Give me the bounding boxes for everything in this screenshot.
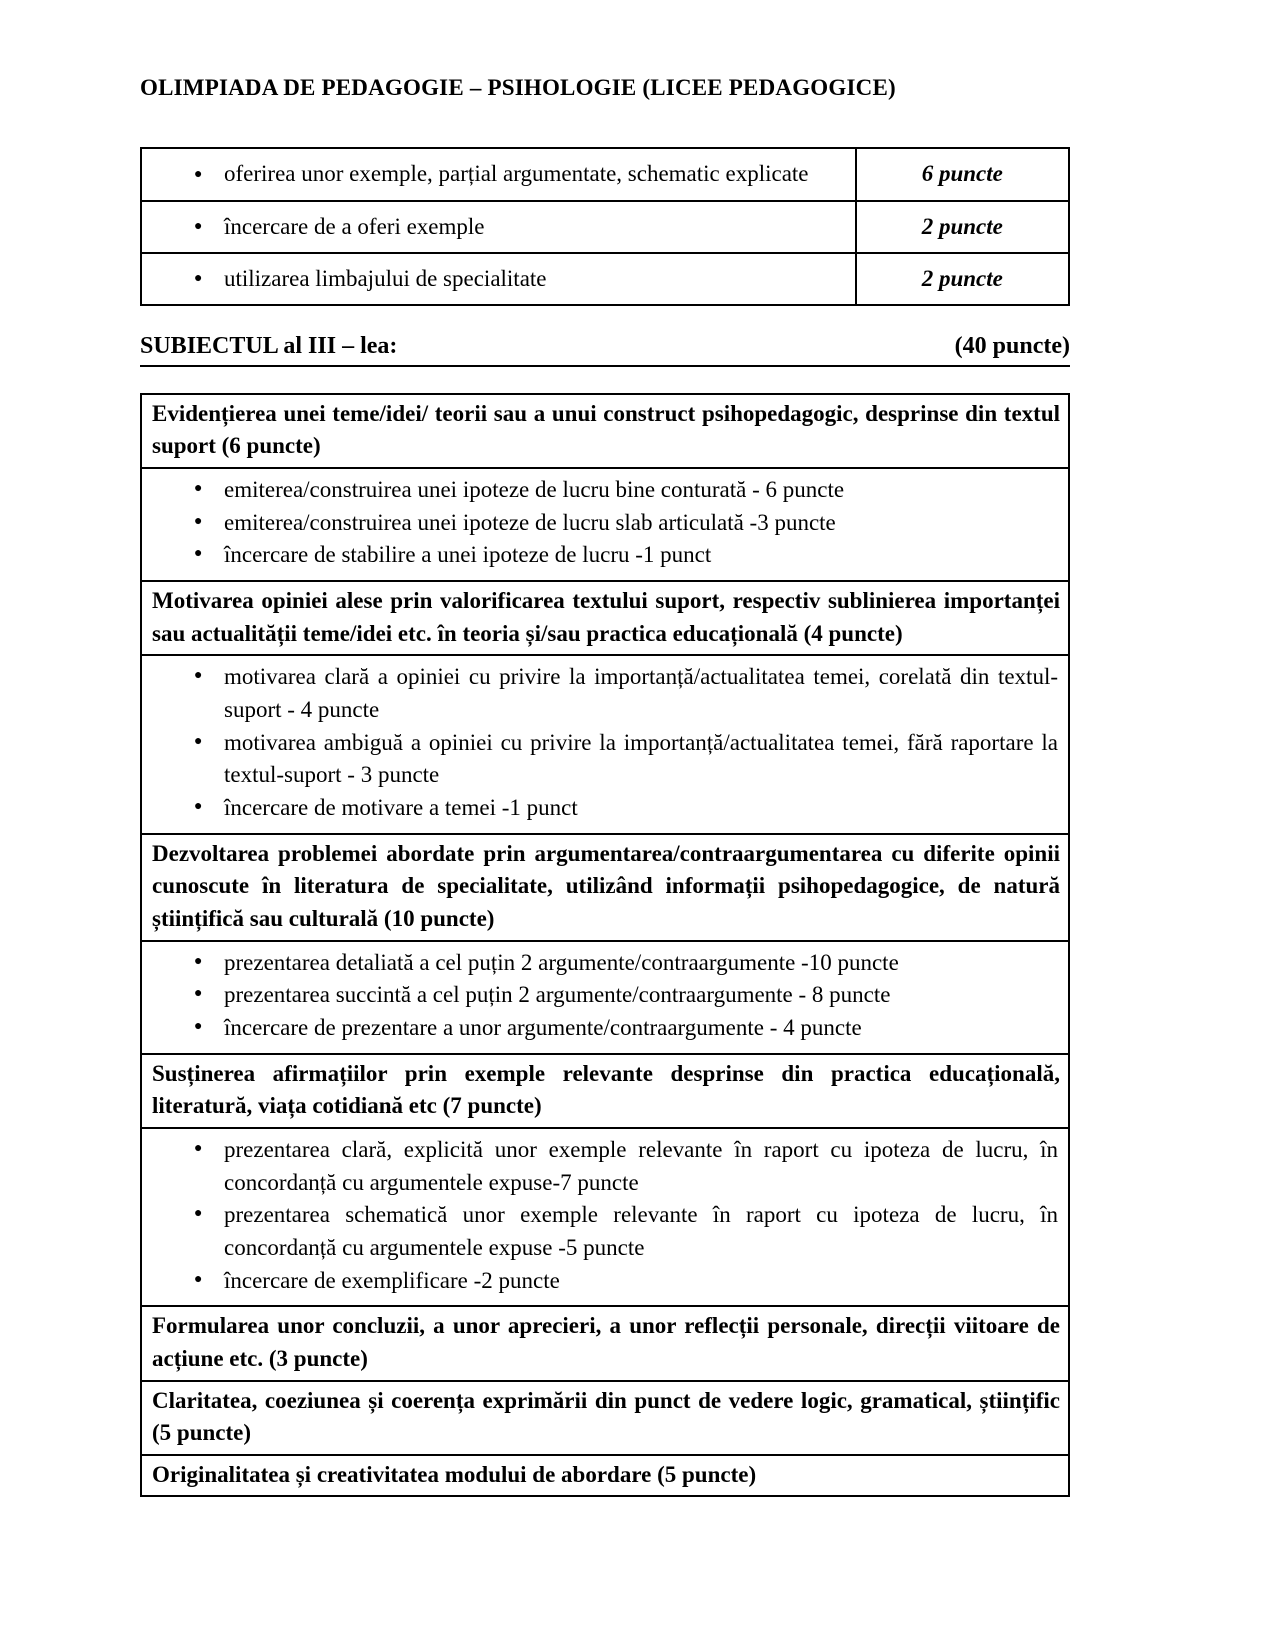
section-header: Originalitatea și creativitatea modului de abordare (5 puncte) bbox=[152, 1461, 757, 1487]
section-header: Motivarea opiniei alese prin valorificarea textului suport, respectiv sublinierea importanței sau actualității teme/idei etc. în teoria și/sau practica educațională (4 puncte) bbox=[142, 582, 1068, 656]
section-header: Susținerea afirmațiilor prin exemple relevante desprinse din practica educațională, literatură, viața cotidiană etc (7 puncte) bbox=[142, 1055, 1068, 1129]
table-row bbox=[141, 253, 1069, 305]
bullet-item: ● prezentarea clară, explicită unor exemple relevante în raport cu ipoteza de lucru, în concordanță cu argumentele expuse-7 puncte bbox=[142, 1134, 1058, 1199]
rubric-section bbox=[142, 582, 1068, 835]
score-table-body bbox=[141, 148, 1069, 305]
section-header: Dezvoltarea problemei abordate prin argumentarea/contraargumentarea cu diferite opinii cunoscute în literatura de specialitate, utilizând informații psihopedagogice, de natură științifică sau culturală (10 puncte) bbox=[142, 835, 1068, 942]
bullet-item: ● încercare de motivare a temei -1 punct bbox=[142, 792, 1058, 825]
section-bullets bbox=[142, 656, 1068, 834]
bullet-item: ● emiterea/construirea unei ipoteze de lucru bine conturată - 6 puncte bbox=[142, 474, 1058, 507]
bullet-icon: ● bbox=[194, 166, 203, 182]
table-row bbox=[141, 148, 1069, 200]
rubric-section bbox=[142, 1456, 1068, 1496]
points-cell: 6 puncte bbox=[856, 148, 1069, 200]
criterion-text: încercare de a oferi exemple bbox=[224, 213, 485, 239]
section-bullets bbox=[142, 469, 1068, 582]
rubric-section bbox=[142, 1055, 1068, 1308]
criterion-cell bbox=[141, 148, 856, 200]
bullet-icon: ● bbox=[194, 218, 203, 234]
bullet-item: ● încercare de exemplificare -2 puncte bbox=[142, 1265, 1058, 1298]
bullet-item: ● motivarea clară a opiniei cu privire la importanță/actualitatea temei, corelată din textul-suport - 4 puncte bbox=[142, 661, 1058, 726]
bullet-item: ● încercare de prezentare a unor argumente/contraargumente - 4 puncte bbox=[142, 1012, 1058, 1045]
bullet-item: ● prezentarea detaliată a cel puțin 2 argumente/contraargumente -10 puncte bbox=[142, 947, 1058, 980]
section-header: Evidențierea unei teme/idei/ teorii sau a unui construct psihopedagogic, desprinse din textul suport (6 puncte) bbox=[142, 395, 1068, 469]
points-cell: 2 puncte bbox=[856, 201, 1069, 253]
rubric-section bbox=[142, 1382, 1068, 1456]
points-cell: 2 puncte bbox=[856, 253, 1069, 305]
subject-heading bbox=[140, 332, 1070, 367]
section-bullets bbox=[142, 942, 1068, 1055]
rubric-section bbox=[142, 1307, 1068, 1381]
section-bullets bbox=[142, 1129, 1068, 1307]
rubric-table bbox=[140, 393, 1070, 1498]
page-title: OLIMPIADA DE PEDAGOGIE – PSIHOLOGIE (LICEE PEDAGOGICE) bbox=[140, 75, 896, 100]
bullet-item: ● prezentarea succintă a cel puțin 2 argumente/contraargumente - 8 puncte bbox=[142, 979, 1058, 1012]
section-header: Formularea unor concluzii, a unor aprecieri, a unor reflecții personale, direcții viitoare de acțiune etc. (3 puncte) bbox=[142, 1307, 1068, 1381]
rubric-section bbox=[142, 395, 1068, 582]
criterion-cell bbox=[141, 253, 856, 305]
bullet-item: ● motivarea ambiguă a opiniei cu privire la importanță/actualitatea temei, fără raportare la textul-suport - 3 puncte bbox=[142, 727, 1058, 792]
bullet-item: ● încercare de stabilire a unei ipoteze de lucru -1 punct bbox=[142, 539, 1058, 572]
criterion-text: utilizarea limbajului de specialitate bbox=[224, 265, 547, 291]
section-header: Claritatea, coeziunea și coerența exprimării din punct de vedere logic, gramatical, științific (5 puncte) bbox=[142, 1382, 1068, 1456]
rubric-section bbox=[142, 835, 1068, 1055]
table-row bbox=[141, 201, 1069, 253]
criterion-cell bbox=[141, 201, 856, 253]
subject-title: SUBIECTUL al III – lea: bbox=[140, 333, 398, 359]
bullet-icon: ● bbox=[194, 271, 203, 287]
bullet-item: ● prezentarea schematică unor exemple relevante în raport cu ipoteza de lucru, în concordanță cu argumentele expuse -5 puncte bbox=[142, 1199, 1058, 1264]
score-table bbox=[140, 147, 1070, 306]
subject-points: (40 puncte) bbox=[954, 333, 1070, 359]
criterion-text: oferirea unor exemple, parțial argumentate, schematic explicate bbox=[224, 161, 809, 187]
bullet-item: ● emiterea/construirea unei ipoteze de lucru slab articulată -3 puncte bbox=[142, 507, 1058, 540]
